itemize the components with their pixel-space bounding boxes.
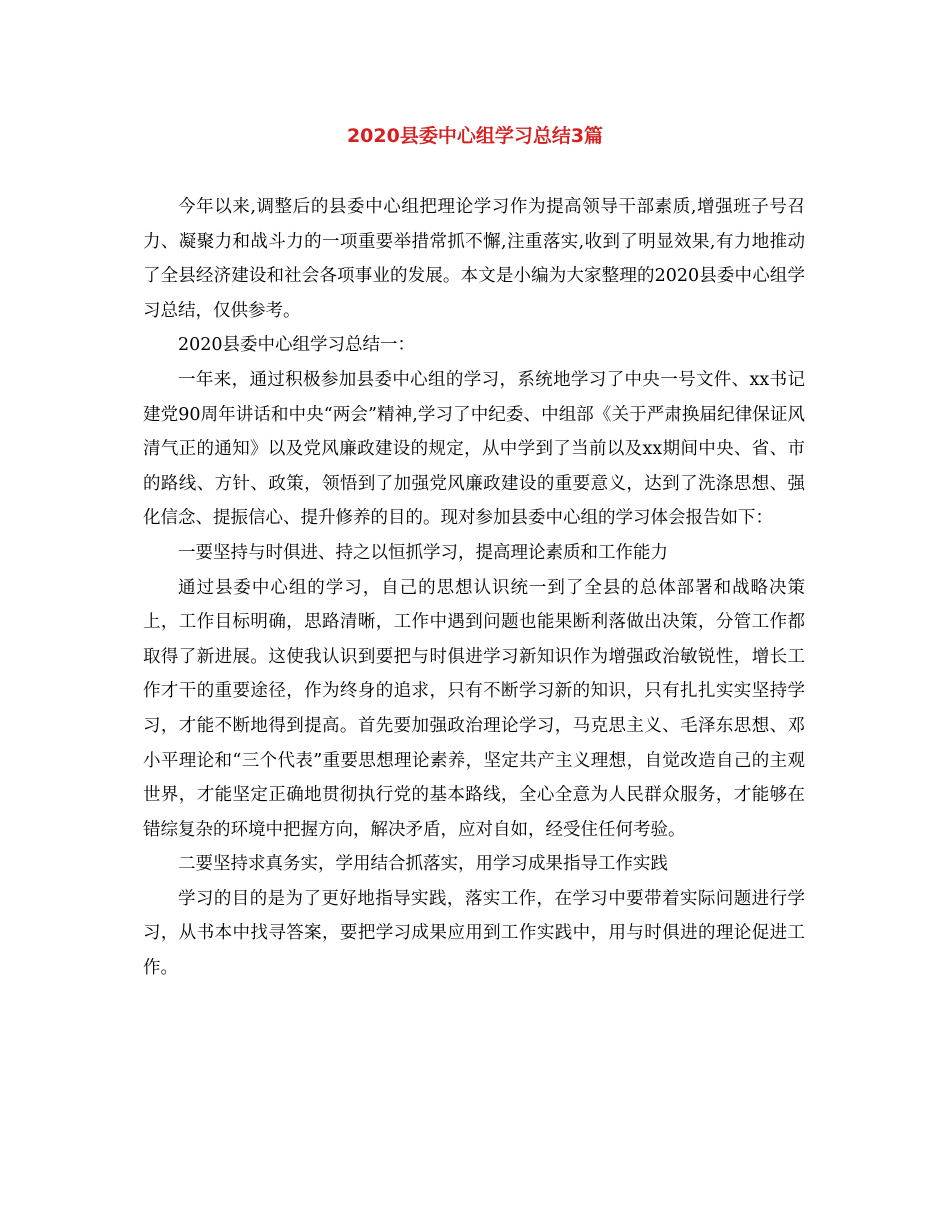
- body-paragraph: 通过县委中心组的学习，自己的思想认识统一到了全县的总体部署和战略决策上，工作目标明确，思路清晰，工作中遇到问题也能果断利落做出决策，分管工作都取得了新进展。这使我认识到要把与时俱进学习新知识作为增强政治敏锐性，增长工作才干的重要途径，作为终身的追求，只有不断学习新的知识，只有扎扎实实坚持学习，才能不断地得到提高。首先要加强政治理论学习，马克思主义、毛泽东思想、邓小平理论和“三个代表”重要思想理论素养，坚定共产主义理想，自觉改造自己的主观世界，才能坚定正确地贯彻执行党的基本路线，全心全意为人民群众服务，才能够在错综复杂的环境中把握方向，解决矛盾，应对自如，经受住任何考验。: [143, 577, 805, 840]
- subheading-two: 二要坚持求真务实，学用结合抓落实，用学习成果指导工作实践: [178, 854, 668, 875]
- intro-paragraph: 今年以来,调整后的县委中心组把理论学习作为提高领导干部素质,增强班子号召力、凝聚力和战斗力的一项重要举措常抓不懈,注重落实,收到了明显效果,有力地推动了全县经济建设和社会各项事业的发展。本文是小编为大家整理的2020县委中心组学习总结，仅供参考。: [143, 197, 805, 321]
- section-heading-summary-one: 2020县委中心组学习总结一：: [178, 335, 416, 356]
- body-paragraph: 学习的目的是为了更好地指导实践，落实工作，在学习中要带着实际问题进行学习，从书本中找寻答案，要把学习成果应用到工作实践中，用与时俱进的理论促进工作。: [143, 888, 805, 979]
- document-title: 2020县委中心组学习总结3篇: [346, 125, 604, 147]
- subheading-one: 一要坚持与时俱进、持之以恒抓学习，提高理论素质和工作能力: [178, 542, 668, 563]
- body-paragraph: 一年来，通过积极参加县委中心组的学习，系统地学习了中央一号文件、xx书记建党90周年讲话和中央“两会”精神,学习了中纪委、中组部《关于严肃换届纪律保证风清气正的通知》以及党风廉政建设的规定，从中学到了当前以及xx期间中央、省、市的路线、方针、政策，领悟到了加强党风廉政建设的重要意义，达到了洗涤思想、强化信念、提振信心、提升修养的目的。现对参加县委中心组的学习体会报告如下：: [143, 369, 805, 529]
- document-body: [143, 190, 805, 986]
